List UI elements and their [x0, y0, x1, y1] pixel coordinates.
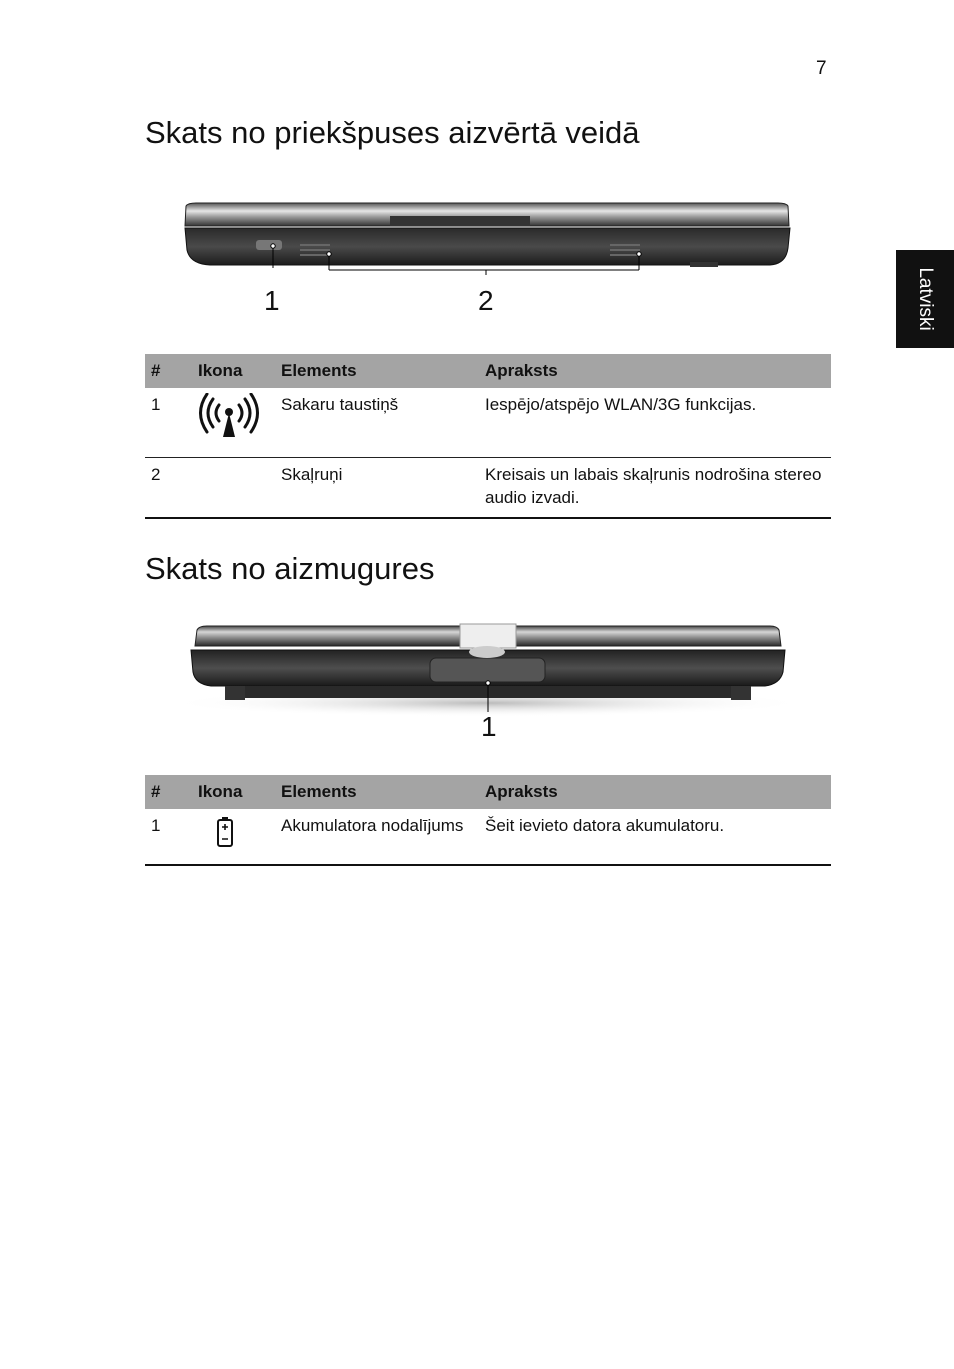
header-description: Apraksts — [485, 354, 831, 388]
row-number: 1 — [145, 388, 198, 458]
header-element: Elements — [281, 775, 485, 809]
row-element: Skaļruņi — [281, 458, 485, 519]
header-element: Elements — [281, 354, 485, 388]
battery-icon — [198, 809, 281, 865]
wireless-icon — [198, 388, 281, 458]
header-number: # — [145, 354, 198, 388]
table-header-row — [145, 775, 831, 809]
row-description: Iespējo/atspējo WLAN/3G funkcijas. — [485, 388, 831, 458]
laptop-front-closed-illustration — [180, 200, 795, 275]
section-title-rear-view: Skats no aizmugures — [145, 551, 435, 586]
row-icon-empty — [198, 458, 281, 519]
callout-1-front: 1 — [264, 285, 280, 316]
row-element: Akumulatora nodalījums — [281, 809, 485, 865]
language-tab-label: Latviski — [915, 267, 936, 331]
table-header-row — [145, 354, 831, 388]
row-number: 2 — [145, 458, 198, 519]
table-row — [145, 458, 831, 519]
header-icon: Ikona — [198, 354, 281, 388]
section-title-front-view: Skats no priekšpuses aizvērtā veidā — [145, 115, 640, 150]
row-description: Šeit ievieto datora akumulatoru. — [485, 809, 831, 865]
row-description: Kreisais un labais skaļrunis nodrošina stereo audio izvadi. — [485, 458, 831, 519]
table-row — [145, 809, 831, 865]
row-element: Sakaru taustiņš — [281, 388, 485, 458]
header-description: Apraksts — [485, 775, 831, 809]
page-number: 7 — [816, 58, 827, 79]
callout-2-front: 2 — [478, 285, 494, 316]
rear-view-table — [145, 775, 831, 866]
table-row — [145, 388, 831, 458]
front-view-table — [145, 354, 831, 519]
header-number: # — [145, 775, 198, 809]
header-icon: Ikona — [198, 775, 281, 809]
language-tab — [896, 250, 954, 348]
row-number: 1 — [145, 809, 198, 865]
callout-1-rear: 1 — [481, 711, 497, 742]
laptop-rear-illustration — [165, 620, 810, 725]
